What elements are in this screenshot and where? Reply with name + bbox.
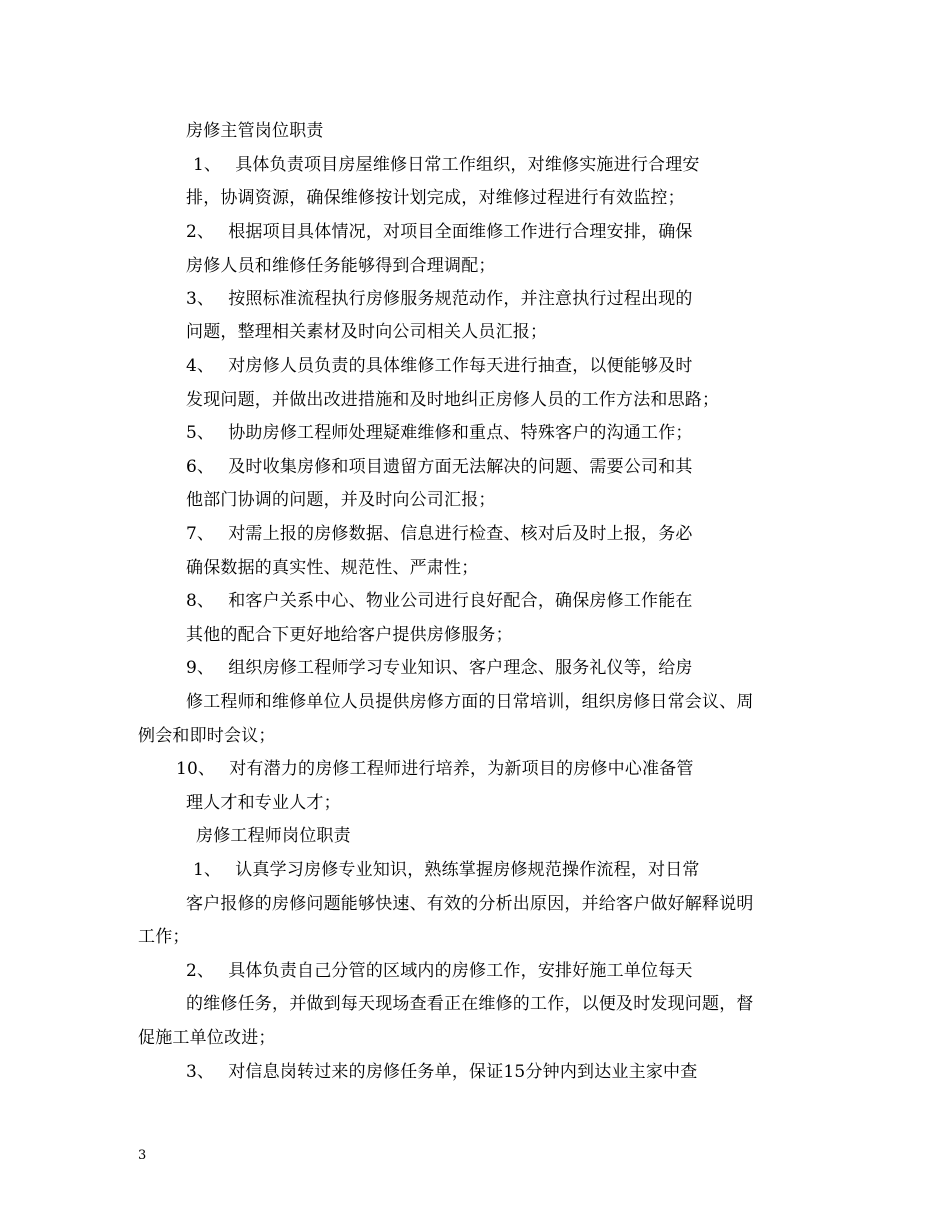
item-text: 排，协调资源，确保维修按计划完成，对维修过程进行有效监控； bbox=[186, 188, 685, 208]
item-text: 根据项目具体情况，对项目全面维修工作进行合理安排，确保 bbox=[228, 222, 693, 242]
item-number: 2、 bbox=[186, 222, 215, 242]
item-text: 工作； bbox=[138, 927, 190, 947]
list-item bbox=[186, 221, 693, 243]
item-number: 9、 bbox=[186, 658, 215, 678]
list-item bbox=[186, 422, 693, 444]
item-text: 理人才和专业人才； bbox=[186, 793, 341, 813]
item-text: 问题，整理相关素材及时向公司相关人员汇报； bbox=[186, 322, 548, 342]
item-text: 具体负责项目房屋维修日常工作组织，对维修实施进行合理安 bbox=[235, 155, 700, 175]
item-text: 例会和即时会议； bbox=[138, 726, 276, 746]
item-number: 8、 bbox=[186, 591, 215, 611]
item-text: 确保数据的真实性、规范性、严肃性； bbox=[186, 558, 479, 578]
item-text: 对需上报的房修数据、信息进行检查、核对后及时上报，务必 bbox=[228, 524, 693, 544]
item-number: 1、 bbox=[193, 155, 222, 175]
list-item bbox=[186, 1061, 697, 1083]
list-item bbox=[186, 456, 693, 478]
list-item bbox=[186, 523, 693, 545]
item-number: 2、 bbox=[186, 961, 215, 981]
section-title: 房修主管岗位职责 bbox=[186, 121, 324, 141]
list-item bbox=[176, 758, 694, 780]
item-text: 客户报修的房修问题能够快速、有效的分析出原因，并给客户做好解释说明 bbox=[186, 894, 754, 914]
item-number: 3、 bbox=[186, 1062, 215, 1082]
item-number: 10、 bbox=[176, 759, 216, 779]
item-text: 的维修任务，并做到每天现场查看正在维修的工作，以便及时发现问题，督 bbox=[186, 994, 754, 1014]
list-item bbox=[186, 657, 693, 679]
item-number: 7、 bbox=[186, 524, 215, 544]
list-item bbox=[186, 590, 693, 612]
item-number: 4、 bbox=[186, 356, 215, 376]
list-item bbox=[193, 154, 700, 176]
item-text: 对信息岗转过来的房修任务单，保证15分钟内到达业主家中查 bbox=[228, 1062, 698, 1082]
item-number: 3、 bbox=[186, 289, 215, 309]
item-text: 房修人员和维修任务能够得到合理调配； bbox=[186, 256, 496, 276]
item-text: 具体负责自己分管的区域内的房修工作，安排好施工单位每天 bbox=[228, 961, 693, 981]
item-number: 6、 bbox=[186, 457, 215, 477]
item-number: 5、 bbox=[186, 423, 215, 443]
item-text: 协助房修工程师处理疑难维修和重点、特殊客户的沟通工作； bbox=[228, 423, 693, 443]
item-text: 促施工单位改进； bbox=[138, 1028, 276, 1048]
item-text: 他部门协调的问题，并及时向公司汇报； bbox=[186, 490, 496, 510]
item-text: 发现问题，并做出改进措施和及时地纠正房修人员的工作方法和思路； bbox=[186, 390, 720, 410]
section-title: 房修工程师岗位职责 bbox=[196, 826, 351, 846]
item-text: 其他的配合下更好地给客户提供房修服务； bbox=[186, 625, 513, 645]
list-item bbox=[186, 288, 693, 310]
item-text: 及时收集房修和项目遗留方面无法解决的问题、需要公司和其 bbox=[228, 457, 693, 477]
list-item bbox=[186, 355, 693, 377]
item-text: 和客户关系中心、物业公司进行良好配合，确保房修工作能在 bbox=[228, 591, 693, 611]
item-text: 对房修人员负责的具体维修工作每天进行抽查，以便能够及时 bbox=[228, 356, 693, 376]
item-text: 认真学习房修专业知识，熟练掌握房修规范操作流程，对日常 bbox=[235, 860, 700, 880]
list-item bbox=[186, 960, 693, 982]
item-text: 对有潜力的房修工程师进行培养，为新项目的房修中心准备管 bbox=[229, 759, 694, 779]
item-number: 1、 bbox=[193, 860, 222, 880]
page-number: 3 bbox=[138, 1148, 147, 1163]
item-text: 按照标准流程执行房修服务规范动作，并注意执行过程出现的 bbox=[228, 289, 693, 309]
list-item bbox=[193, 859, 700, 881]
item-text: 组织房修工程师学习专业知识、客户理念、服务礼仪等，给房 bbox=[228, 658, 693, 678]
item-text: 修工程师和维修单位人员提供房修方面的日常培训，组织房修日常会议、周 bbox=[186, 692, 754, 712]
